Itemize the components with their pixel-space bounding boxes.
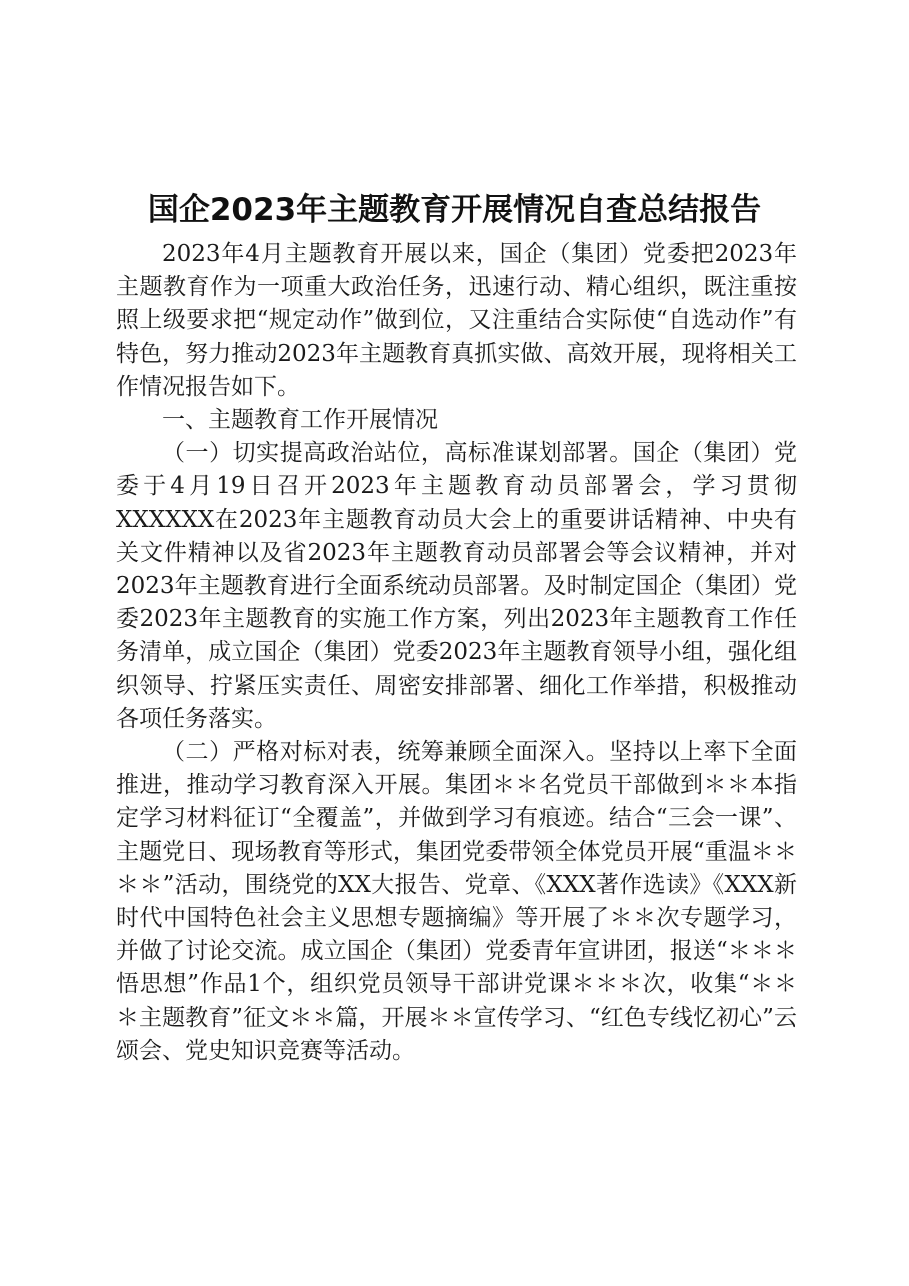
paragraph-subsection-2: （二）严格对标对表，统筹兼顾全面深入。坚持以上率下全面推进，推动学习教育深入开展。集团＊＊名党员干部做到＊＊本指定学习材料征订“全覆盖”，并做到学习有痕迹。结合“三会一课”、主题党日、现场教育等形式，集团党委带领全体党员开展“重温＊＊＊＊”活动，围绕党的XX大报告、党章、《XXX著作选读》《XXX新时代中国特色社会主义思想专题摘编》等开展了＊＊次专题学习，并做了讨论交流。成立国企（集团）党委青年宣讲团，报送“＊＊＊悟思想”作品1个，组织党员领导干部讲党课＊＊＊次，收集“＊＊＊主题教育”征文＊＊篇，开展＊＊宣传学习、“红色专线忆初心”云颂会、党史知识竞赛等活动。	[116, 739, 797, 1064]
paragraph-intro: 2023年4月主题教育开展以来，国企（集团）党委把2023年主题教育作为一项重大政治任务，迅速行动、精心组织，既注重按照上级要求把“规定动作”做到位，又注重结合实际使“自选动作”有特色，努力推动2023年主题教育真抓实做、高效开展，现将相关工作情况报告如下。	[116, 241, 797, 400]
paragraph-subsection-1: （一）切实提高政治站位，高标准谋划部署。国企（集团）党委于4月19日召开2023年主题教育动员部署会，学习贯彻XXXXXX在2023年主题教育动员大会上的重要讲话精神、中央有关文件精神以及省2023年主题教育动员部署会等会议精神，并对2023年主题教育进行全面系统动员部署。及时制定国企（集团）党委2023年主题教育的实施工作方案，列出2023年主题教育工作任务清单，成立国企（集团）党委2023年主题教育领导小组，强化组织领导、拧紧压实责任、周密安排部署、细化工作举措，积极推动各项任务落实。	[116, 440, 797, 732]
document-body	[116, 238, 797, 1068]
document-title: 国企2023年主题教育开展情况自查总结报告	[147, 192, 762, 228]
section-heading-1: 一、主题教育工作开展情况	[162, 407, 438, 434]
